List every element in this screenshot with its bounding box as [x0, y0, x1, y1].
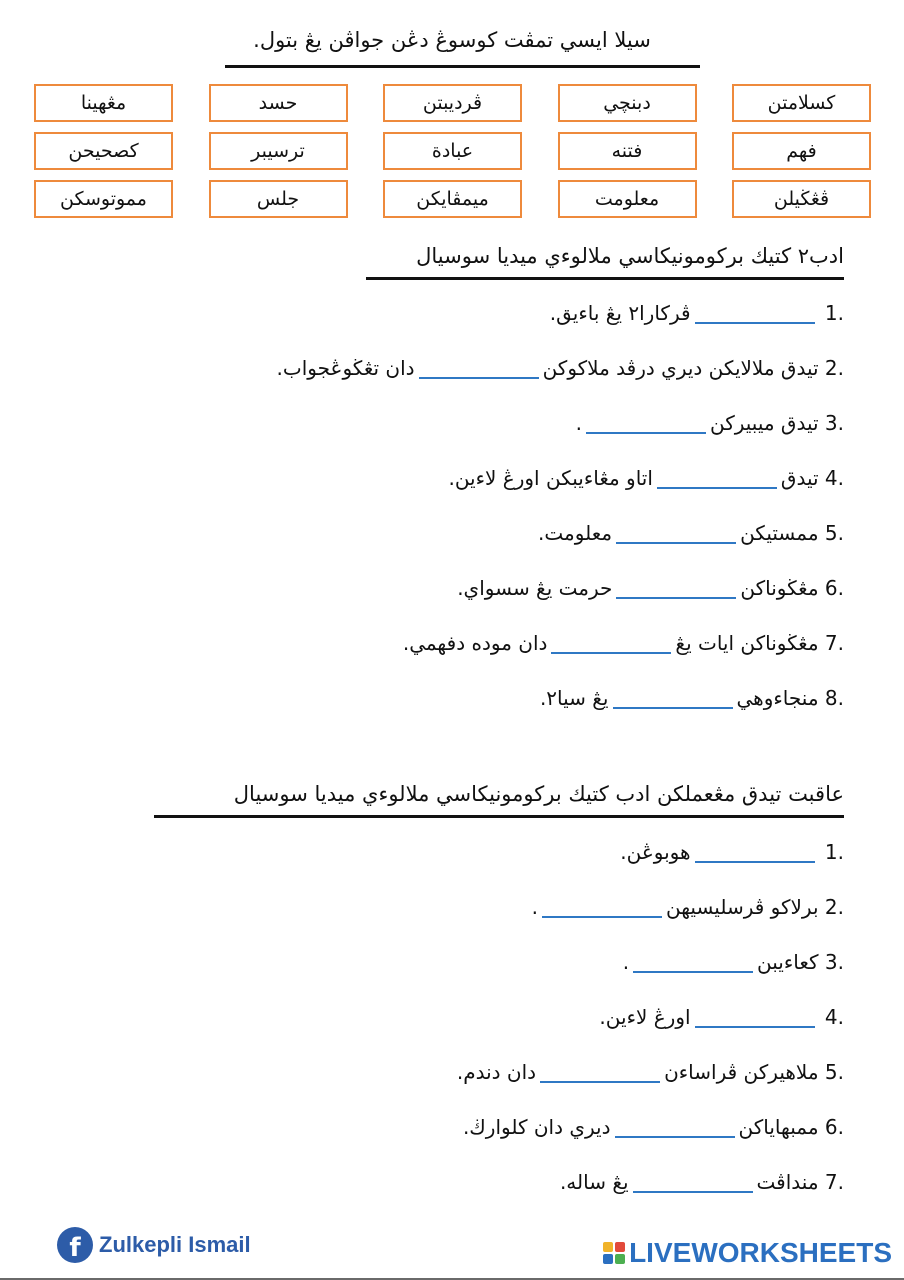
section2-item: [623, 947, 844, 977]
answer-blank[interactable]: [695, 861, 815, 863]
word-bank-item[interactable]: حسد: [209, 84, 348, 122]
item-text-after: ڤركارا٢ يڠ باءيق.: [549, 301, 691, 325]
item-number: 4.: [824, 1005, 844, 1029]
answer-blank[interactable]: [542, 916, 662, 918]
section2-item: [457, 1057, 844, 1087]
item-text-before: تيدق: [780, 466, 819, 490]
word-bank-item[interactable]: كصحيحن: [34, 132, 173, 170]
section1-item: [448, 463, 844, 493]
word-bank-item[interactable]: فهم: [732, 132, 871, 170]
brand-name: LIVEWORKSHEETS: [629, 1237, 892, 1268]
word-bank-item[interactable]: عبادة: [383, 132, 522, 170]
word-bank-item[interactable]: ميمڤايكن: [383, 180, 522, 218]
section2-title: عاقبت تيدق مڠعملكن ادب كتيك بركومونيكاسي ملالوءي ميديا سوسيال: [233, 782, 844, 806]
section1-item: [538, 518, 844, 548]
item-number: 3.: [824, 950, 844, 974]
section2-underline: [154, 815, 844, 818]
section1-item: [540, 683, 844, 713]
author-credit: [57, 1227, 251, 1263]
item-number: 1.: [824, 840, 844, 864]
word-bank-item[interactable]: ڤرديبتن: [383, 84, 522, 122]
word-bank: [34, 84, 871, 218]
section1-title: ادب٢ كتيك بركومونيكاسي ملالوءي ميديا سوسيال: [416, 244, 844, 268]
item-text-after: هوبوڠن.: [620, 840, 691, 864]
item-text-after: .: [622, 950, 630, 974]
section2-item: [532, 892, 844, 922]
item-text-after: دان دندم.: [456, 1060, 537, 1084]
author-name: Zulkepli Ismail: [99, 1232, 251, 1257]
word-bank-item[interactable]: مڠهينا: [34, 84, 173, 122]
answer-blank[interactable]: [633, 1191, 753, 1193]
item-number: 2.: [824, 895, 844, 919]
item-text-after: يڠ سيا٢.: [539, 686, 609, 710]
item-text-before: برلاكو ڤرسليسيهن: [665, 895, 819, 919]
item-number: 2.: [824, 356, 844, 380]
item-text-before: كعاءيبن: [757, 950, 819, 974]
section1-item: [457, 573, 844, 603]
item-number: 4.: [824, 466, 844, 490]
item-text-before: منداڤت: [756, 1170, 819, 1194]
item-text-before: منجاءوهي: [736, 686, 819, 710]
liveworksheets-logo-icon: [603, 1242, 625, 1264]
item-text-before: تيدق ميبيركن: [709, 411, 819, 435]
word-bank-item[interactable]: كسلامتن: [732, 84, 871, 122]
word-bank-item[interactable]: ترسيبر: [209, 132, 348, 170]
answer-blank[interactable]: [657, 487, 777, 489]
item-text-after: .: [531, 895, 538, 919]
item-text-before: ممستيكن: [740, 521, 819, 545]
title-underline: [225, 65, 700, 68]
item-text-after: حرمت يڠ سسواي.: [457, 576, 613, 600]
item-text-before: ممبهاياكن: [738, 1115, 819, 1139]
item-number: 5.: [824, 1060, 844, 1084]
item-number: 6.: [824, 1115, 844, 1139]
word-bank-item[interactable]: فتنه: [558, 132, 697, 170]
item-text-after: دان تڠڬوڠجواب.: [276, 356, 415, 380]
word-bank-item[interactable]: دبنچي: [558, 84, 697, 122]
liveworksheets-brand[interactable]: [603, 1237, 892, 1269]
section2-item: [463, 1112, 844, 1142]
item-number: 7.: [824, 631, 844, 655]
word-bank-item[interactable]: مموتوسكن: [34, 180, 173, 218]
item-text-before: تيدق ملالايكن ديري درڤد ملاكوكن: [542, 356, 819, 380]
section2-item: [560, 1167, 844, 1197]
answer-blank[interactable]: [540, 1081, 660, 1083]
answer-blank[interactable]: [615, 1136, 735, 1138]
answer-blank[interactable]: [616, 542, 736, 544]
item-number: 1.: [824, 301, 844, 325]
word-bank-item[interactable]: جلس: [209, 180, 348, 218]
section2-item: [620, 837, 844, 867]
answer-blank[interactable]: [613, 707, 733, 709]
item-text-after: .: [575, 411, 582, 435]
section1-item: [576, 408, 844, 438]
item-text-after: يڠ ساله.: [559, 1170, 629, 1194]
item-number: 6.: [824, 576, 844, 600]
answer-blank[interactable]: [633, 971, 753, 973]
answer-blank[interactable]: [586, 432, 706, 434]
item-text-after: دان موده دفهمي.: [402, 631, 548, 655]
answer-blank[interactable]: [616, 597, 736, 599]
answer-blank[interactable]: [695, 1026, 815, 1028]
item-text-before: مڠڬوناكن ايات يڠ: [675, 631, 819, 655]
section2-item: [599, 1002, 844, 1032]
item-number: 8.: [824, 686, 844, 710]
item-text-before: ملاهيركن ڤراساءن: [664, 1060, 819, 1084]
word-bank-item[interactable]: معلومت: [558, 180, 697, 218]
item-text-after: ديري دان كلوارڬ.: [462, 1115, 611, 1139]
answer-blank[interactable]: [695, 322, 815, 324]
worksheet-title: سيلا ايسي تمڤت كوسوڠ دڠن جواڤن يڠ بتول.: [253, 28, 651, 52]
word-bank-item[interactable]: ڤڠڬيلن: [732, 180, 871, 218]
facebook-icon: f: [57, 1227, 93, 1263]
item-text-after: معلومت.: [538, 521, 613, 545]
section1-underline: [366, 277, 844, 280]
answer-blank[interactable]: [419, 377, 539, 379]
item-number: 7.: [824, 1170, 844, 1194]
item-number: 5.: [824, 521, 844, 545]
section1-item: [550, 298, 844, 328]
section1-item: [277, 353, 844, 383]
item-text-after: اورڠ لاءين.: [599, 1005, 691, 1029]
item-number: 3.: [824, 411, 844, 435]
answer-blank[interactable]: [551, 652, 671, 654]
item-text-before: مڠڬوناكن: [740, 576, 819, 600]
item-text-after: اتاو مڠاءيبكن اورڠ لاءين.: [448, 466, 653, 490]
section1-item: [403, 628, 844, 658]
